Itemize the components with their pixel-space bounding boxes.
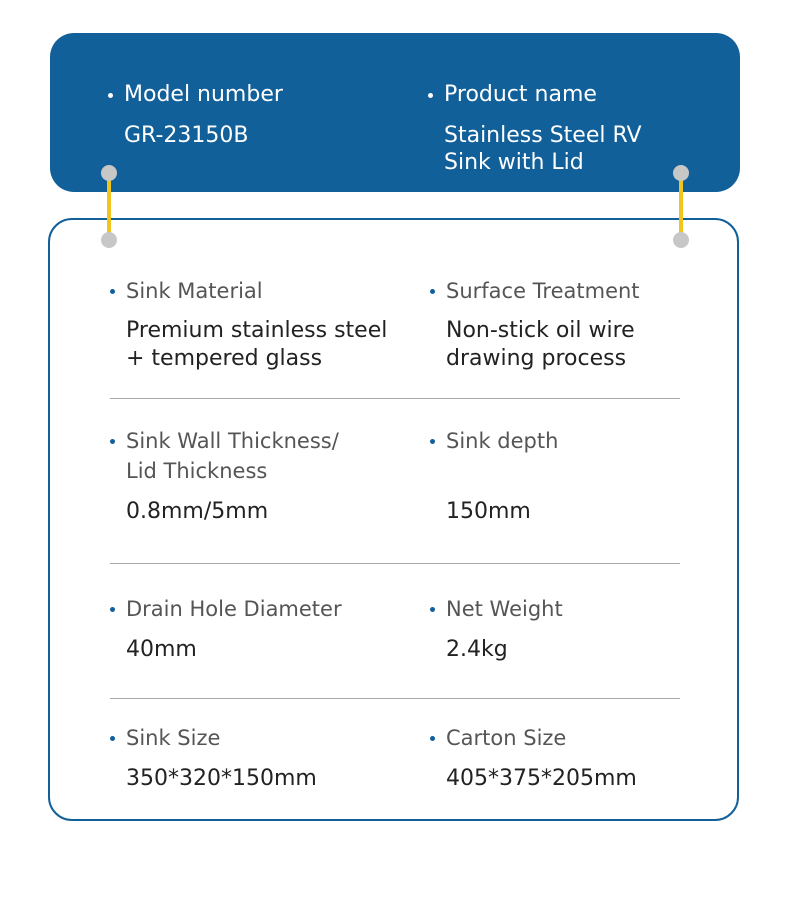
spec-sink-depth [430,426,558,526]
divider [110,563,680,564]
connector-dot-top-right [673,165,689,181]
spec-label: Sink Size [110,723,317,753]
spec-value: Premium stainless steel + tempered glass [126,318,388,371]
connector-dot-bottom-right [673,232,689,248]
spec-value: 150mm [446,499,531,524]
spec-label: Sink Material [110,276,387,306]
product-name-label: Product name [428,81,642,109]
spec-label: Net Weight [430,594,563,624]
connector-left [107,172,111,239]
product-name-value: Stainless Steel RV Sink with Lid [444,123,642,175]
spec-value: 405*375*205mm [446,766,637,791]
spec-label: Drain Hole Diameter [110,594,342,624]
divider [110,398,680,399]
divider [110,698,680,699]
spec-label: Sink Wall Thickness/ Lid Thickness [110,426,339,486]
model-number-value: GR-23150B [124,123,249,148]
spec-value: 350*320*150mm [126,766,317,791]
spec-net-weight [430,594,563,664]
spec-label: Sink depth [430,426,558,456]
spec-surface-treatment [430,276,640,373]
model-number-block [108,81,283,149]
spec-value: 40mm [126,637,197,662]
spec-value: Non-stick oil wire drawing process [446,318,635,371]
spec-drain-hole [110,594,342,664]
spec-sink-size [110,723,317,793]
spec-carton-size [430,723,637,793]
connector-dot-top-left [101,165,117,181]
spec-sink-material [110,276,387,373]
product-header-card [50,33,740,192]
connector-dot-bottom-left [101,232,117,248]
connector-right [679,172,683,239]
spec-value: 0.8mm/5mm [126,499,269,524]
model-number-label: Model number [108,81,283,109]
spec-wall-thickness [110,426,339,526]
product-name-block [428,81,642,176]
spec-label: Surface Treatment [430,276,640,306]
spec-value: 2.4kg [446,637,508,662]
spec-label: Carton Size [430,723,637,753]
